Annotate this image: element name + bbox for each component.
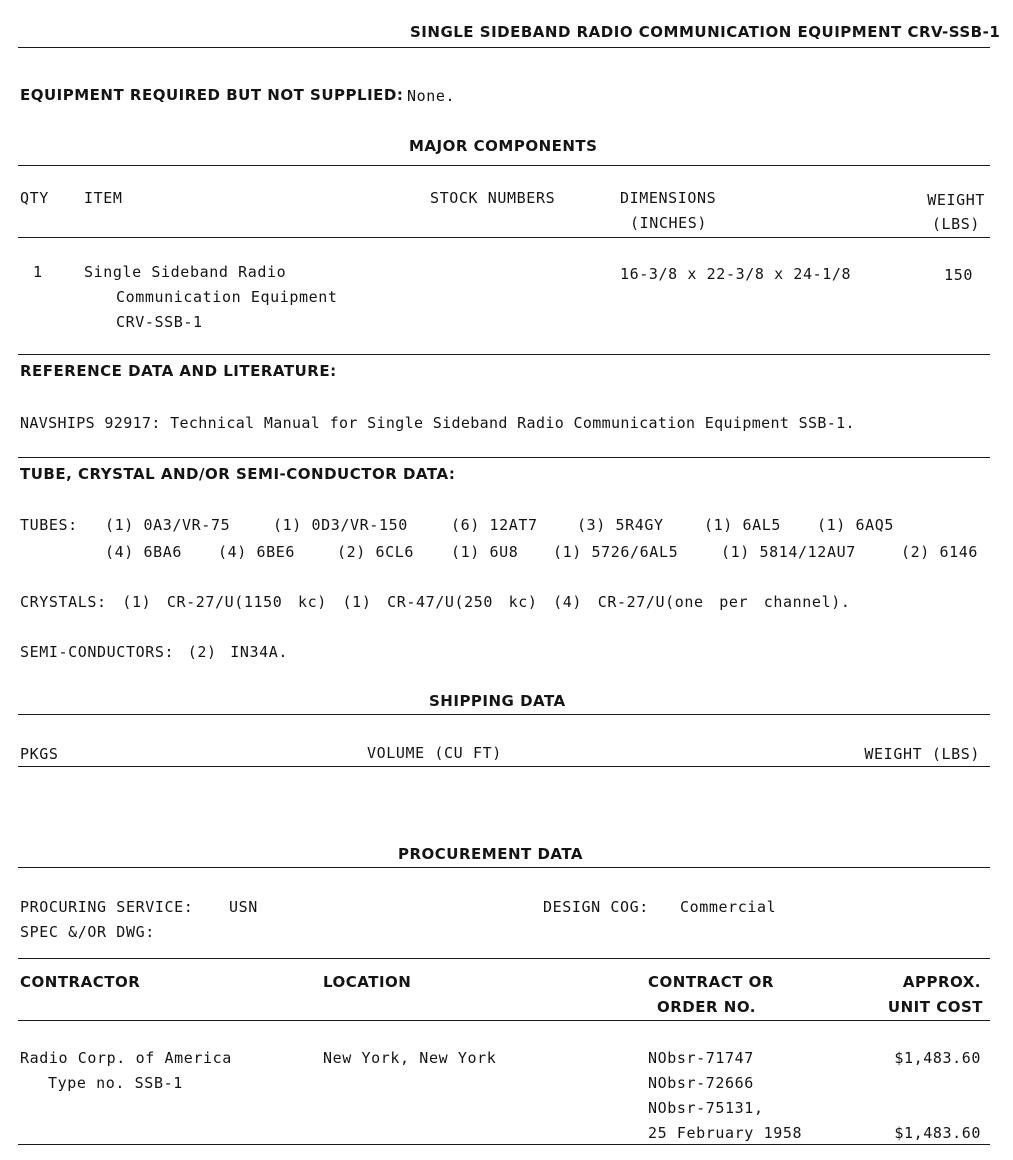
shipping-pkgs: PKGS (20, 745, 59, 763)
order-number: NObsr-72666 (648, 1074, 754, 1092)
tube-item: (4) 6BE6 (218, 543, 296, 561)
col-stock-header: STOCK NUMBERS (430, 189, 556, 207)
shipping-weight: WEIGHT (LBS) (864, 745, 980, 763)
crystals-line: CRYSTALS: (1) CR-27/U(1150 kc) (1) CR-47/U(250 kc) (4) CR-27/U(one per channel). (20, 593, 851, 611)
col-dimensions-unit: (INCHES) (630, 214, 708, 232)
equipment-required-label: EQUIPMENT REQUIRED BUT NOT SUPPLIED: (20, 86, 404, 104)
tube-item: (3) 5R4GY (577, 516, 664, 534)
row-weight: 150 (944, 266, 973, 284)
tube-item: (1) 5814/12AU7 (721, 543, 856, 561)
tube-data-heading: TUBE, CRYSTAL AND/OR SEMI-CONDUCTOR DATA: (20, 465, 456, 483)
shipping-rule-bottom (18, 766, 990, 767)
row-item-line-3: CRV-SSB-1 (116, 313, 203, 331)
equipment-required-value: None. (407, 87, 456, 105)
tube-item: (1) 0A3/VR-75 (105, 516, 231, 534)
major-components-heading: MAJOR COMPONENTS (409, 137, 598, 155)
tube-item: (2) 6CL6 (337, 543, 415, 561)
tube-item: (1) 6AL5 (704, 516, 782, 534)
shipping-heading: SHIPPING DATA (429, 692, 566, 710)
row-dimensions: 16-3/8 x 22-3/8 x 24-1/8 (620, 265, 852, 283)
col-weight-unit: (LBS) (931, 215, 980, 233)
tube-item: (1) 5726/6AL5 (553, 543, 679, 561)
procurement-rule-top (18, 867, 990, 868)
design-cog-value: Commercial (680, 898, 777, 916)
tube-item: (2) 6146 (901, 543, 979, 561)
procuring-service-value: USN (229, 898, 258, 916)
contractor-type: Type no. SSB-1 (48, 1074, 183, 1092)
order-number: NObsr-75131, (648, 1099, 764, 1117)
contractor-name: Radio Corp. of America (20, 1049, 232, 1067)
row-item-line-1: Single Sideband Radio (84, 263, 287, 281)
tube-item: (6) 12AT7 (451, 516, 538, 534)
tubes-label: TUBES: (20, 516, 78, 534)
procurement-heading: PROCUREMENT DATA (398, 845, 584, 863)
tube-item: (4) 6BA6 (105, 543, 183, 561)
col-cost-header-1: APPROX. (902, 973, 981, 991)
unit-cost: $1,483.60 (894, 1049, 981, 1067)
order-date: 25 February 1958 (648, 1124, 803, 1142)
shipping-rule-top (18, 714, 990, 715)
header-rule (18, 47, 990, 48)
tube-item: (1) 0D3/VR-150 (273, 516, 408, 534)
major-components-rule-mid (18, 237, 990, 238)
tube-item: (1) 6AQ5 (817, 516, 895, 534)
reference-text: NAVSHIPS 92917: Technical Manual for Single Sideband Radio Communication Equipment SSB-1. (20, 414, 855, 432)
col-weight-header: WEIGHT (927, 191, 985, 209)
semiconductors-line: SEMI-CONDUCTORS: (2) IN34A. (20, 643, 289, 661)
spec-dwg-label: SPEC &/OR DWG: (20, 923, 155, 941)
document-title: SINGLE SIDEBAND RADIO COMMUNICATION EQUIPMENT CRV-SSB-1 (410, 23, 1001, 41)
procuring-service-label: PROCURING SERVICE: (20, 898, 194, 916)
contractor-location: New York, New York (323, 1049, 497, 1067)
col-contractor-header: CONTRACTOR (20, 973, 141, 991)
col-cost-header-2: UNIT COST (887, 998, 983, 1016)
unit-cost: $1,483.60 (894, 1124, 981, 1142)
col-location-header: LOCATION (323, 973, 412, 991)
procurement-rule-header-bottom (18, 1020, 990, 1021)
major-components-rule-bottom (18, 354, 990, 355)
procurement-rule-bottom (18, 1144, 990, 1145)
procurement-rule-mid (18, 958, 990, 959)
shipping-volume: VOLUME (CU FT) (367, 744, 502, 762)
row-qty: 1 (33, 263, 43, 281)
col-qty-header: QTY (20, 189, 49, 207)
reference-rule (18, 457, 990, 458)
col-contract-header-1: CONTRACT OR (648, 973, 774, 991)
row-item-line-2: Communication Equipment (116, 288, 338, 306)
order-number: NObsr-71747 (648, 1049, 754, 1067)
major-components-rule-top (18, 165, 990, 166)
tube-item: (1) 6U8 (451, 543, 519, 561)
reference-heading: REFERENCE DATA AND LITERATURE: (20, 362, 337, 380)
col-item-header: ITEM (84, 189, 123, 207)
design-cog-label: DESIGN COG: (543, 898, 649, 916)
col-dimensions-header: DIMENSIONS (620, 189, 717, 207)
col-contract-header-2: ORDER NO. (657, 998, 756, 1016)
